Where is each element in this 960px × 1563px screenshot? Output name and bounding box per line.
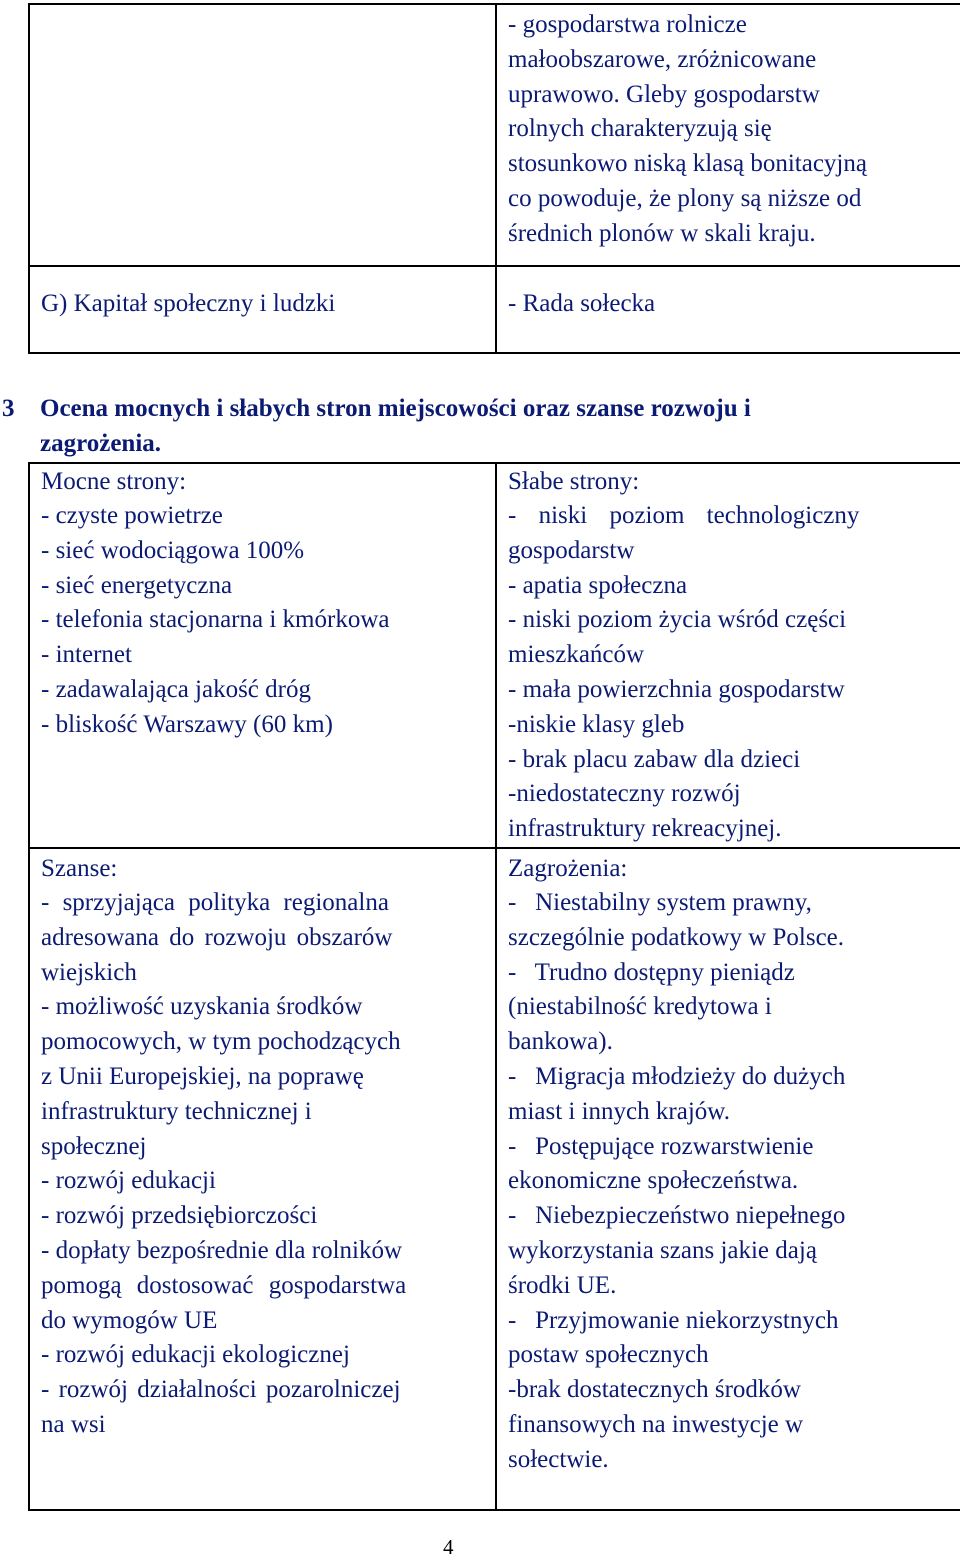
text-line: - Migracja młodzieży do dużych <box>508 1062 846 1090</box>
list-item: - czyste powietrze <box>41 502 223 529</box>
text-line: - sprzyjająca polityka regionalna <box>41 888 389 916</box>
text-line: - apatia społeczna <box>508 571 688 599</box>
text-line: ekonomiczne społeczeństwa. <box>508 1167 799 1195</box>
text-line: małoobszarowe, zróżnicowane <box>508 45 817 73</box>
text-line: - możliwość uzyskania środków <box>41 993 363 1021</box>
text-line: - dopłaty bezpośrednie dla rolników <box>41 1236 403 1264</box>
section-title-line2: zagrożenia. <box>40 430 162 457</box>
strengths-cell <box>29 463 496 848</box>
text-line: wiejskich <box>41 958 137 986</box>
text-line: społecznej <box>41 1132 147 1160</box>
text-line: infrastruktury technicznej i <box>41 1097 312 1125</box>
opportunities-label: Szanse: <box>41 854 118 882</box>
list-item: - sieć wodociągowa 100% <box>41 536 305 564</box>
text-line: co powoduje, że plony są niższe od <box>508 184 862 212</box>
text-line: - mała powierzchnia gospodarstw <box>508 675 845 703</box>
text-line: -brak dostatecznych środków <box>508 1376 801 1404</box>
capital-label: G) Kapitał społeczny i ludzki <box>41 290 336 317</box>
text-line: na wsi <box>41 1410 106 1438</box>
text-line: - Postępujące rozwarstwienie <box>508 1132 814 1160</box>
section-heading <box>2 391 946 461</box>
text-line: - rozwój przedsiębiorczości <box>41 1202 318 1230</box>
table-row <box>29 463 960 848</box>
list-item: - zadawalająca jakość dróg <box>41 675 311 703</box>
table-cell-capital-label <box>29 266 496 353</box>
strengths-label: Mocne strony: <box>41 468 187 495</box>
text-line: rolnych charakteryzują się <box>508 115 772 143</box>
text-line: środki UE. <box>508 1271 617 1299</box>
opportunities-cell <box>29 848 496 1510</box>
text-line: mieszkańców <box>508 641 645 669</box>
section-title-line1: Ocena mocnych i słabych stron miejscowości oraz szanse rozwoju i <box>40 395 751 422</box>
text-line: - Przyjmowanie niekorzystnych <box>508 1306 839 1334</box>
table-row <box>29 4 960 266</box>
text-line: gospodarstw <box>508 536 635 564</box>
text-line: finansowych na inwestycje w <box>508 1410 804 1438</box>
text-line: postaw społecznych <box>508 1341 709 1369</box>
threats-cell <box>496 848 960 1510</box>
text-line: pomocowych, w tym pochodzących <box>41 1028 401 1056</box>
text-line: -niedostateczny rozwój <box>508 780 741 808</box>
text-line: stosunkowo niską klasą bonitacyjną <box>508 150 867 178</box>
text-line: - niski poziom życia wśród części <box>508 606 847 634</box>
threats-label: Zagrożenia: <box>508 854 628 882</box>
text-line: - niski poziom technologiczny <box>508 502 860 529</box>
text-line: - Niestabilny system prawny, <box>508 888 812 916</box>
table-row <box>29 848 960 1510</box>
text-line: szczególnie podatkowy w Polsce. <box>508 923 845 951</box>
text-line: uprawowo. Gleby gospodarstw <box>508 80 820 108</box>
text-line: - gospodarstwa rolnicze <box>508 11 747 38</box>
text-line: -niskie klasy gleb <box>508 710 685 738</box>
text-line: - Niebezpieczeństwo niepełnego <box>508 1202 846 1230</box>
weaknesses-label: Słabe strony: <box>508 468 640 495</box>
text-line: pomogą dostosować gospodarstwa <box>41 1271 407 1299</box>
text-line: bankowa). <box>508 1028 613 1056</box>
text-line: (niestabilność kredytowa i <box>508 993 772 1021</box>
swot-table <box>28 462 960 1511</box>
resources-table <box>28 3 960 354</box>
list-item: - internet <box>41 641 132 669</box>
capital-value: - Rada sołecka <box>508 290 656 317</box>
list-item: - bliskość Warszawy (60 km) <box>41 710 333 738</box>
list-item: - sieć energetyczna <box>41 571 233 599</box>
text-line: wykorzystania szans jakie dają <box>508 1236 817 1264</box>
weaknesses-cell <box>496 463 960 848</box>
text-line: - Trudno dostępny pieniądz <box>508 958 795 986</box>
section-number: 3 <box>2 395 15 422</box>
text-line: średnich plonów w skali kraju. <box>508 219 816 247</box>
text-line: - rozwój działalności pozarolniczej <box>41 1376 401 1404</box>
page-number: 4 <box>443 1535 454 1559</box>
text-line: - brak placu zabaw dla dzieci <box>508 745 801 773</box>
text-line: - rozwój edukacji <box>41 1167 216 1195</box>
text-line: miast i innych krajów. <box>508 1097 730 1125</box>
table-cell-agriculture <box>496 4 960 266</box>
text-line: adresowana do rozwoju obszarów <box>41 923 393 951</box>
text-line: infrastruktury rekreacyjnej. <box>508 815 782 843</box>
text-line: sołectwie. <box>508 1445 609 1473</box>
table-cell-empty <box>29 4 496 266</box>
table-cell-capital-value <box>496 266 960 353</box>
table-row <box>29 266 960 353</box>
text-line: z Unii Europejskiej, na poprawę <box>41 1062 364 1090</box>
list-item: - telefonia stacjonarna i kmórkowa <box>41 606 390 634</box>
text-line: - rozwój edukacji ekologicznej <box>41 1341 350 1369</box>
text-line: do wymogów UE <box>41 1306 218 1334</box>
